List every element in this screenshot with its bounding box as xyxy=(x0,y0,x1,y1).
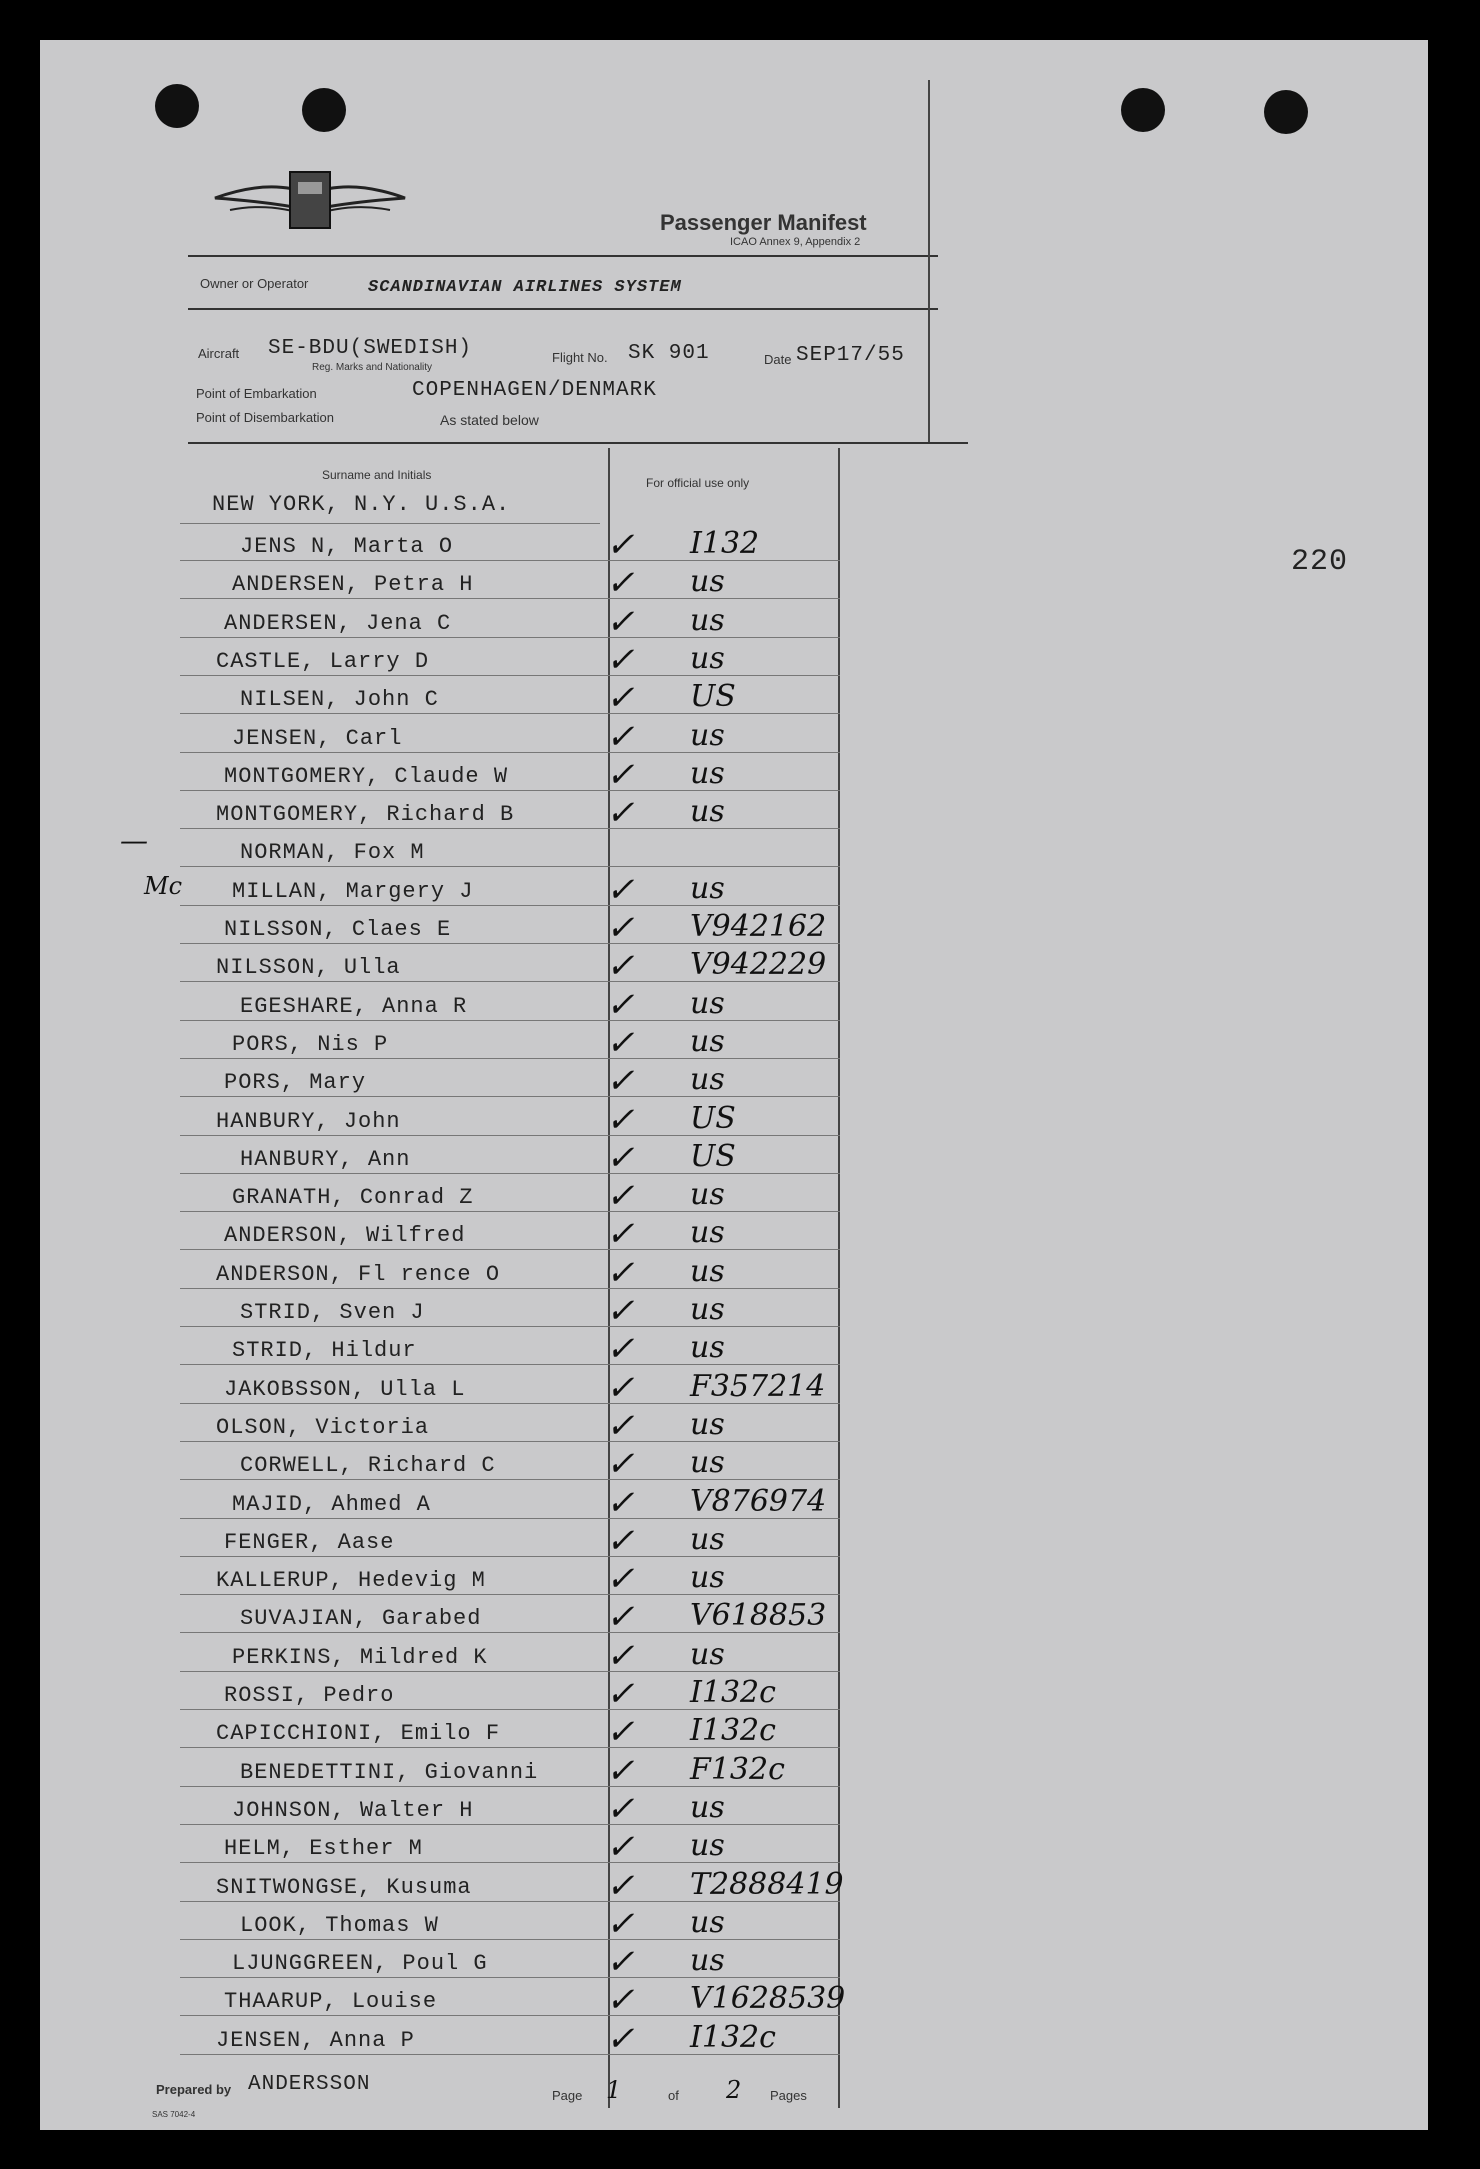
prepared-value: ANDERSSON xyxy=(248,2073,371,2096)
row-rule xyxy=(180,637,840,638)
row-rule xyxy=(180,1479,840,1480)
passenger-name: FENGER, Aase xyxy=(224,1530,395,1555)
date-label: Date xyxy=(764,352,792,367)
aircraft-label: Aircraft xyxy=(198,346,240,361)
passenger-name: ANDERSEN, Jena C xyxy=(224,611,452,636)
official-note: US xyxy=(690,1139,736,1174)
row-rule xyxy=(180,1824,840,1825)
header-rule-top xyxy=(188,255,938,257)
passenger-name: NORMAN, Fox M xyxy=(240,840,425,865)
official-note: us xyxy=(690,756,725,791)
official-note: V942162 xyxy=(690,909,827,944)
official-note: us xyxy=(690,564,725,599)
owner-value: SCANDINAVIAN AIRLINES SYSTEM xyxy=(368,278,682,297)
row-rule xyxy=(180,1288,840,1289)
checkmark: ✓ xyxy=(606,755,635,795)
checkmark: ✓ xyxy=(606,1406,635,1446)
passenger-name: JENS N, Marta O xyxy=(240,534,454,559)
official-note: I132 xyxy=(690,526,760,561)
passenger-name: JENSEN, Carl xyxy=(232,726,403,751)
row-rule xyxy=(180,1020,840,1021)
row-rule xyxy=(180,905,840,906)
official-note: us xyxy=(690,1330,725,1365)
checkmark: ✓ xyxy=(606,870,635,910)
page-value: 1 xyxy=(606,2076,622,2104)
punch-hole-4 xyxy=(1264,90,1308,134)
row-rule xyxy=(180,1977,840,1978)
official-note: us xyxy=(690,1522,725,1557)
row-rule xyxy=(180,1173,840,1174)
official-note: V618853 xyxy=(690,1598,827,1633)
form-subtitle: ICAO Annex 9, Appendix 2 xyxy=(730,236,861,248)
passenger-name: GRANATH, Conrad Z xyxy=(232,1185,474,1210)
passenger-name: STRID, Sven J xyxy=(240,1300,425,1325)
row-rule xyxy=(180,790,840,791)
official-note: us xyxy=(690,1637,725,1672)
flight-label: Flight No. xyxy=(552,350,608,365)
row-rule xyxy=(180,1249,840,1250)
checkmark: ✓ xyxy=(606,1023,635,1063)
passenger-name: JENSEN, Anna P xyxy=(216,2028,415,2053)
punch-hole-1 xyxy=(155,84,199,128)
checkmark: ✓ xyxy=(606,1904,635,1944)
official-note: us xyxy=(690,1062,725,1097)
official-note: us xyxy=(690,1905,725,1940)
passenger-name: SUVAJIAN, Garabed xyxy=(240,1606,482,1631)
official-note: US xyxy=(690,679,736,714)
airline-logo xyxy=(210,158,410,248)
checkmark: ✓ xyxy=(606,1559,635,1599)
passenger-name: NILSSON, Ulla xyxy=(216,955,401,980)
aircraft-value: SE-BDU(SWEDISH) xyxy=(268,337,473,360)
checkmark: ✓ xyxy=(606,1636,635,1676)
header-rule-bottom xyxy=(188,442,968,444)
official-note: F132c xyxy=(690,1752,785,1787)
official-note: I132c xyxy=(690,1675,776,1710)
page-number: 220 xyxy=(1291,545,1349,579)
passenger-name: STRID, Hildur xyxy=(232,1338,417,1363)
passenger-name: THAARUP, Louise xyxy=(224,1989,438,2014)
passenger-name: ANDERSON, Fl rence O xyxy=(216,1262,501,1287)
row-rule xyxy=(180,1441,840,1442)
checkmark: ✓ xyxy=(606,1176,635,1216)
disembark-label: Point of Disembarkation xyxy=(196,410,335,425)
row-rule xyxy=(180,1096,840,1097)
checkmark: ✓ xyxy=(606,640,635,680)
passenger-name: LJUNGGREEN, Poul G xyxy=(232,1951,488,1976)
checkmark: ✓ xyxy=(606,1789,635,1829)
passenger-name: JAKOBSSON, Ulla L xyxy=(224,1377,466,1402)
checkmark: ✓ xyxy=(606,1942,635,1982)
official-note: V876974 xyxy=(690,1484,827,1519)
row-rule xyxy=(180,713,840,714)
row-rule xyxy=(180,1862,840,1863)
official-note: us xyxy=(690,718,725,753)
passenger-name: ROSSI, Pedro xyxy=(224,1683,395,1708)
official-note: us xyxy=(690,1445,725,1480)
passenger-name: PORS, Mary xyxy=(224,1070,367,1095)
of-value: 2 xyxy=(726,2076,742,2104)
passenger-name: MONTGOMERY, Richard B xyxy=(216,802,515,827)
row-rule xyxy=(180,598,840,599)
row-rule xyxy=(180,1135,840,1136)
official-note: us xyxy=(690,1943,725,1978)
passenger-name: SNITWONGSE, Kusuma xyxy=(216,1875,472,1900)
official-note: us xyxy=(690,603,725,638)
embark-label: Point of Embarkation xyxy=(196,386,317,401)
flight-value: SK 901 xyxy=(628,342,710,365)
checkmark: ✓ xyxy=(606,1597,635,1637)
checkmark: ✓ xyxy=(606,1866,635,1906)
passenger-name: KALLERUP, Hedevig M xyxy=(216,1568,486,1593)
official-note: us xyxy=(690,641,725,676)
official-note: us xyxy=(690,1828,725,1863)
page-suffix: Pages xyxy=(770,2088,807,2103)
passenger-name: ANDERSEN, Petra H xyxy=(232,572,474,597)
row-rule xyxy=(180,1211,840,1212)
form-title: Passenger Manifest xyxy=(660,210,867,235)
punch-hole-2 xyxy=(302,88,346,132)
row-rule xyxy=(180,1939,840,1940)
official-note: us xyxy=(690,1407,725,1442)
disembark-value: As stated below xyxy=(440,412,539,428)
prepared-label: Prepared by xyxy=(156,2082,232,2097)
destination: NEW YORK, N.Y. U.S.A. xyxy=(212,492,511,517)
passenger-name: MILLAN, Margery J xyxy=(232,879,474,904)
official-note: us xyxy=(690,1560,725,1595)
row-rule xyxy=(180,1364,840,1365)
passenger-name: EGESHARE, Anna R xyxy=(240,994,468,1019)
official-note: V942229 xyxy=(690,947,827,982)
official-note: us xyxy=(690,1215,725,1250)
checkmark: ✓ xyxy=(606,1368,635,1408)
row-rule xyxy=(180,1671,840,1672)
header-right-border xyxy=(928,80,930,442)
header-rule-mid xyxy=(188,308,938,310)
checkmark: ✓ xyxy=(606,525,635,565)
official-note: us xyxy=(690,1024,725,1059)
checkmark: ✓ xyxy=(606,1291,635,1331)
official-note: us xyxy=(690,1790,725,1825)
punch-hole-3 xyxy=(1121,88,1165,132)
passenger-name: ANDERSON, Wilfred xyxy=(224,1223,466,1248)
destination-underline xyxy=(180,523,600,524)
checkmark: ✓ xyxy=(606,678,635,718)
official-note: us xyxy=(690,1177,725,1212)
checkmark: ✓ xyxy=(606,946,635,986)
checkmark: ✓ xyxy=(606,1214,635,1254)
embark-value: COPENHAGEN/DENMARK xyxy=(412,379,657,402)
passenger-name: NILSEN, John C xyxy=(240,687,439,712)
official-note: V1628539 xyxy=(690,1981,846,2016)
column-official: For official use only xyxy=(646,476,750,490)
checkmark: ✓ xyxy=(606,793,635,833)
official-note: I132c xyxy=(690,1713,776,1748)
passenger-name: HELM, Esther M xyxy=(224,1836,423,1861)
row-rule xyxy=(180,1556,840,1557)
passenger-name: HANBURY, Ann xyxy=(240,1147,411,1172)
form-number: SAS 7042-4 xyxy=(152,2110,196,2119)
checkmark: ✓ xyxy=(606,1061,635,1101)
passenger-name: CAPICCHIONI, Emilo F xyxy=(216,1721,501,1746)
checkmark: ✓ xyxy=(606,1980,635,2020)
row-rule xyxy=(180,828,840,829)
official-note: T2888419 xyxy=(690,1867,844,1902)
owner-label: Owner or Operator xyxy=(200,276,309,291)
passenger-name: PORS, Nis P xyxy=(232,1032,389,1057)
checkmark: ✓ xyxy=(606,602,635,642)
checkmark: ✓ xyxy=(606,1138,635,1178)
checkmark: ✓ xyxy=(606,1100,635,1140)
checkmark: ✓ xyxy=(606,1674,635,1714)
passenger-name: MONTGOMERY, Claude W xyxy=(224,764,509,789)
row-rule xyxy=(180,1326,840,1327)
row-rule xyxy=(180,1058,840,1059)
passenger-name: CORWELL, Richard C xyxy=(240,1453,496,1478)
margin-mark-mc: Mc xyxy=(144,872,183,900)
checkmark: ✓ xyxy=(606,1329,635,1369)
official-note: us xyxy=(690,794,725,829)
checkmark: ✓ xyxy=(606,1444,635,1484)
passenger-name: HANBURY, John xyxy=(216,1109,401,1134)
passenger-name: BENEDETTINI, Giovanni xyxy=(240,1760,539,1785)
official-note: US xyxy=(690,1101,736,1136)
passenger-name: JOHNSON, Walter H xyxy=(232,1798,474,1823)
passenger-name: CASTLE, Larry D xyxy=(216,649,430,674)
passenger-name: MAJID, Ahmed A xyxy=(232,1492,431,1517)
of-label: of xyxy=(668,2088,679,2103)
row-rule xyxy=(180,752,840,753)
official-note: us xyxy=(690,1292,725,1327)
checkmark: ✓ xyxy=(606,1483,635,1523)
page-label: Page xyxy=(552,2088,583,2103)
official-note: us xyxy=(690,986,725,1021)
row-rule xyxy=(180,675,840,676)
checkmark: ✓ xyxy=(606,563,635,603)
checkmark: ✓ xyxy=(606,908,635,948)
passenger-name: LOOK, Thomas W xyxy=(240,1913,439,1938)
date-value: SEP17/55 xyxy=(796,344,905,367)
row-rule xyxy=(180,1594,840,1595)
checkmark: ✓ xyxy=(606,1521,635,1561)
official-note: us xyxy=(690,871,725,906)
checkmark: ✓ xyxy=(606,1253,635,1293)
official-note: I132c xyxy=(690,2020,776,2055)
checkmark: ✓ xyxy=(606,1712,635,1752)
checkmark: ✓ xyxy=(606,985,635,1025)
aircraft-sublabel: Reg. Marks and Nationality xyxy=(312,362,433,373)
margin-dash: — xyxy=(120,824,148,857)
table-right-border xyxy=(838,448,840,2108)
checkmark: ✓ xyxy=(606,2019,635,2059)
checkmark: ✓ xyxy=(606,1827,635,1867)
manifest-page xyxy=(40,40,1428,2130)
row-rule xyxy=(180,866,840,867)
official-note: us xyxy=(690,1254,725,1289)
column-surnames: Surname and Initials xyxy=(322,468,432,482)
official-note: F357214 xyxy=(690,1369,826,1404)
passenger-name: PERKINS, Mildred K xyxy=(232,1645,488,1670)
passenger-name: NILSSON, Claes E xyxy=(224,917,452,942)
checkmark: ✓ xyxy=(606,717,635,757)
passenger-name: OLSON, Victoria xyxy=(216,1415,430,1440)
checkmark: ✓ xyxy=(606,1751,635,1791)
